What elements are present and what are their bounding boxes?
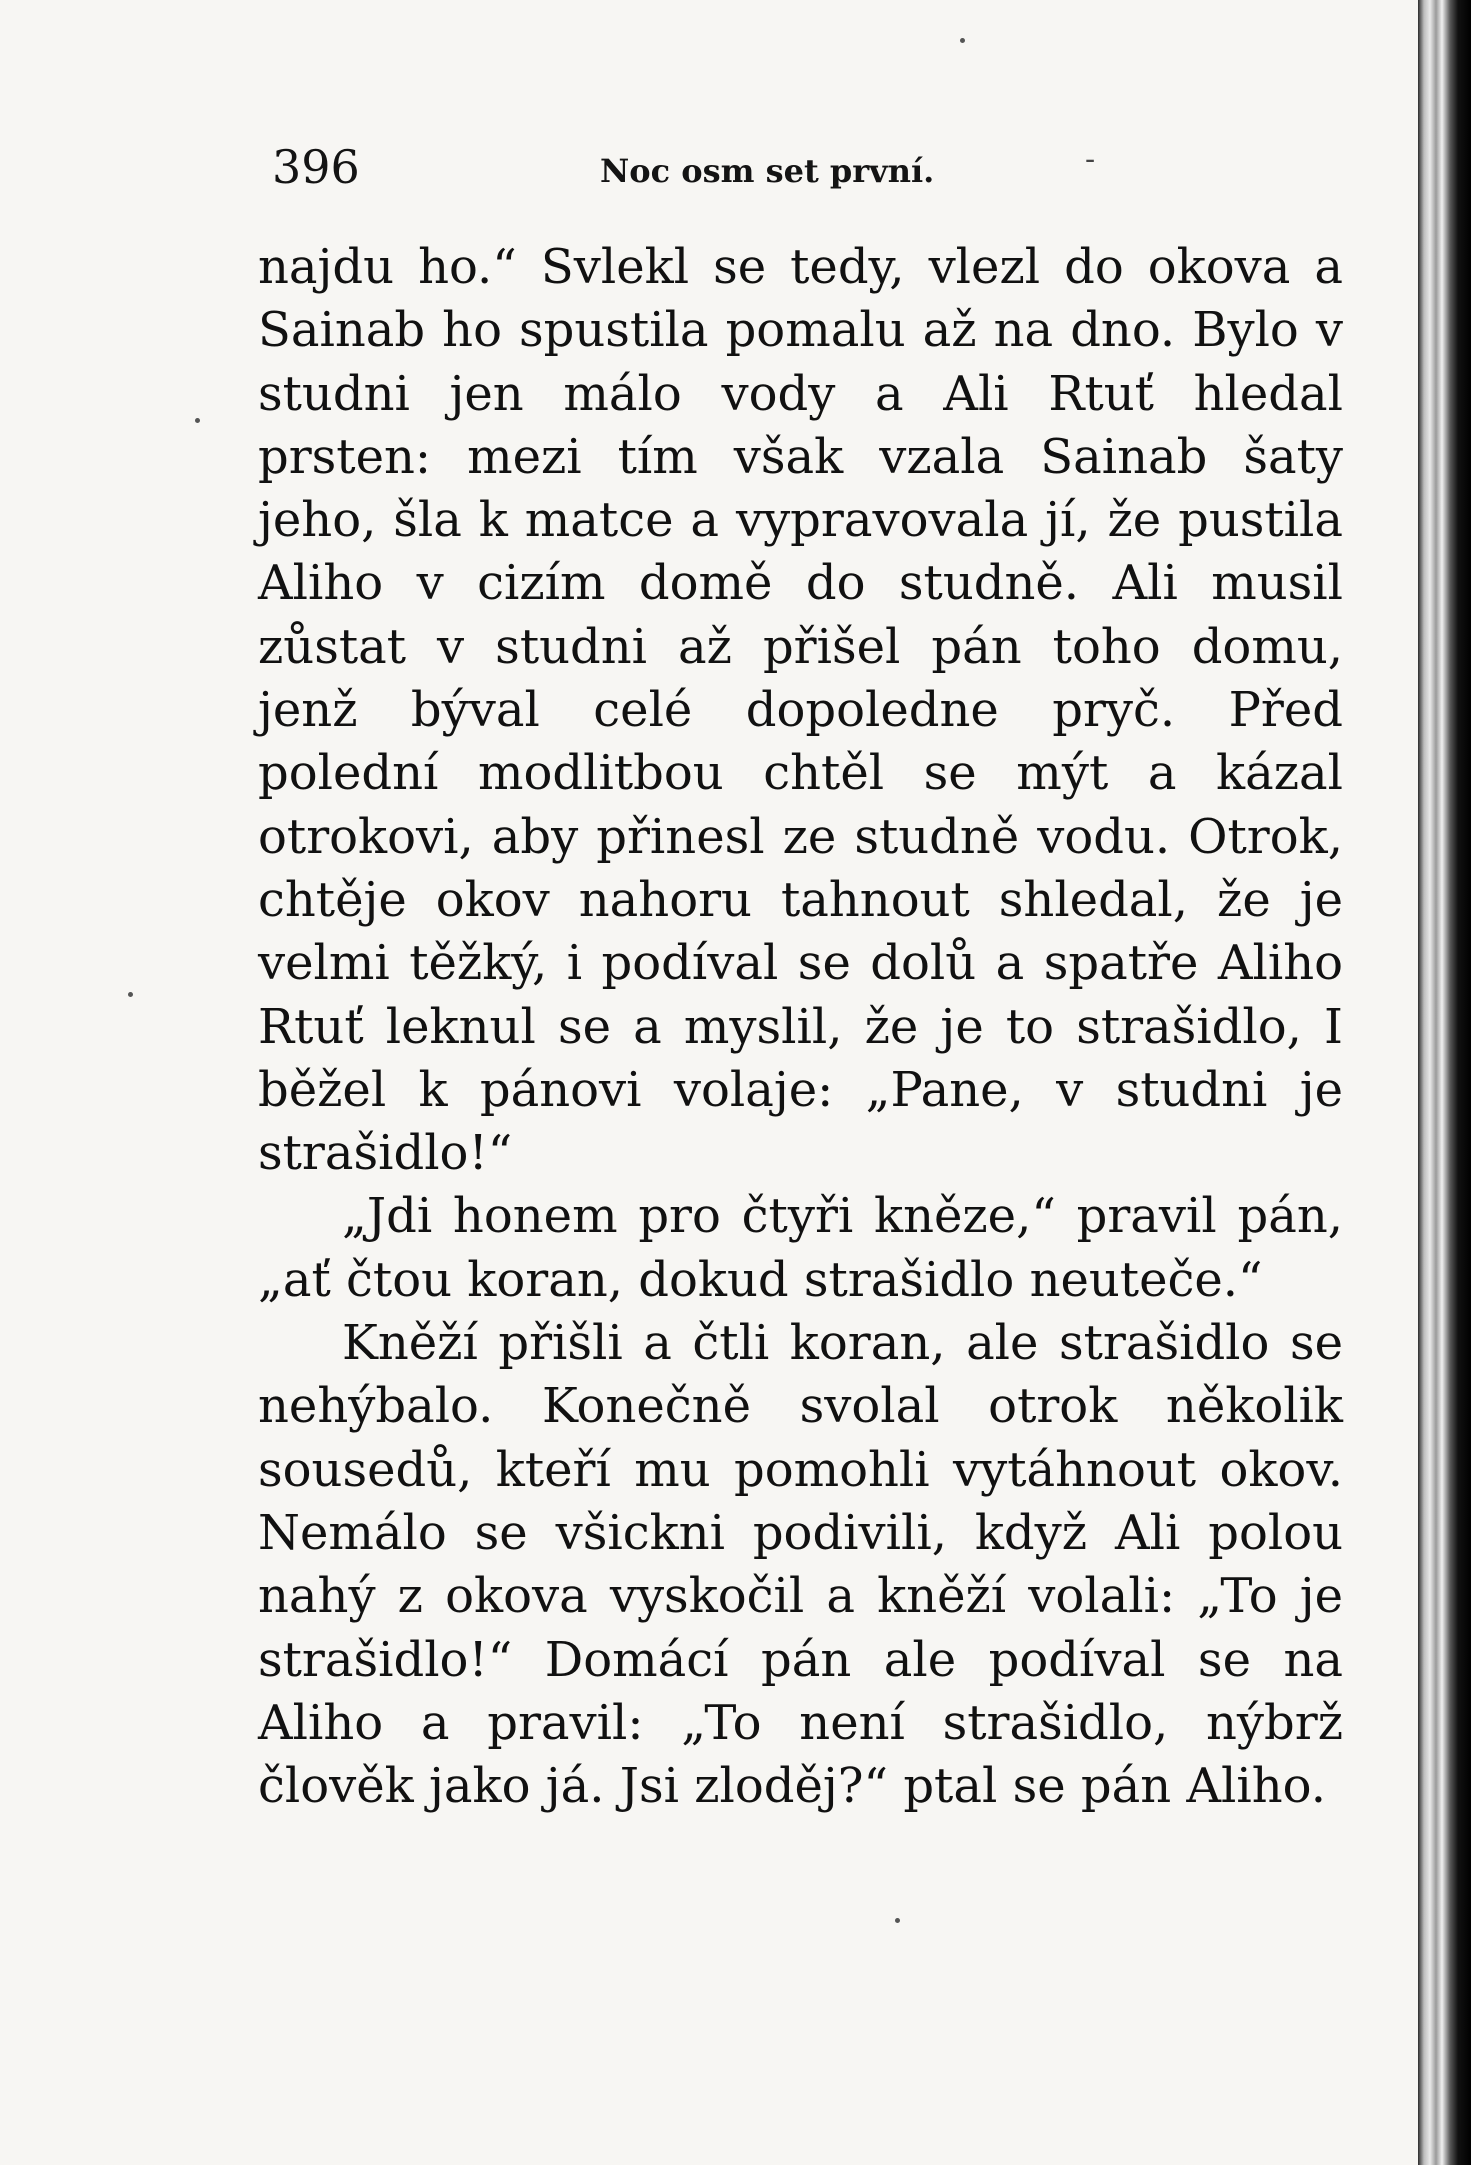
paragraph: Kněží přišli a čtli koran, ale strašidlo se nehýbalo. Konečně svolal otrok několik sousedů, kteří mu pomohli vytáhnout okov. Nemálo se všickni podivili, když Ali polou nahý z okova vyskočil a kněží volali: „To je strašidlo!“ Domácí pán ale podíval se na Aliho a pravil: „To není strašidlo, nýbrž člověk jako já. Jsi zloděj?“ ptal se pán Aliho. <box>258 1315 1343 1815</box>
page-binding-edge <box>1418 0 1471 2165</box>
running-head <box>0 140 1418 200</box>
chapter-title: Noc osm set první. <box>600 152 935 190</box>
paragraph: „Jdi honem pro čtyři kněze,“ pravil pán, „ať čtou koran, dokud strašidlo neuteče.“ <box>258 1188 1343 1308</box>
print-speck <box>195 418 200 423</box>
print-speck <box>960 38 965 43</box>
paragraph: najdu ho.“ Svlekl se tedy, vlezl do okova a Sainab ho spustila pomalu až na dno. Bylo v studni jen málo vody a Ali Rtuť hledal prsten: mezi tím však vzala Sainab šaty jeho, šla k matce a vypravovala jí, že pustila Aliho v cizím domě do studně. Ali musil zůstat v studni až přišel pán toho domu, jenž býval celé dopoledne pryč. Před polední modlitbou chtěl se mýt a kázal otrokovi, aby přinesl ze studně vodu. Otrok, chtěje okov nahoru tahnout shledal, že je velmi těžký, i podíval se dolů a spatře Aliho Rtuť leknul se a myslil, že je to strašidlo, I běžel k pánovi volaje: „Pane, v studni je strašidlo!“ <box>258 239 1343 1182</box>
print-speck <box>128 992 133 997</box>
print-speck <box>895 1918 900 1923</box>
body-text <box>258 236 1343 1818</box>
page-number: 396 <box>272 140 360 194</box>
header-mark: - <box>1085 142 1096 177</box>
